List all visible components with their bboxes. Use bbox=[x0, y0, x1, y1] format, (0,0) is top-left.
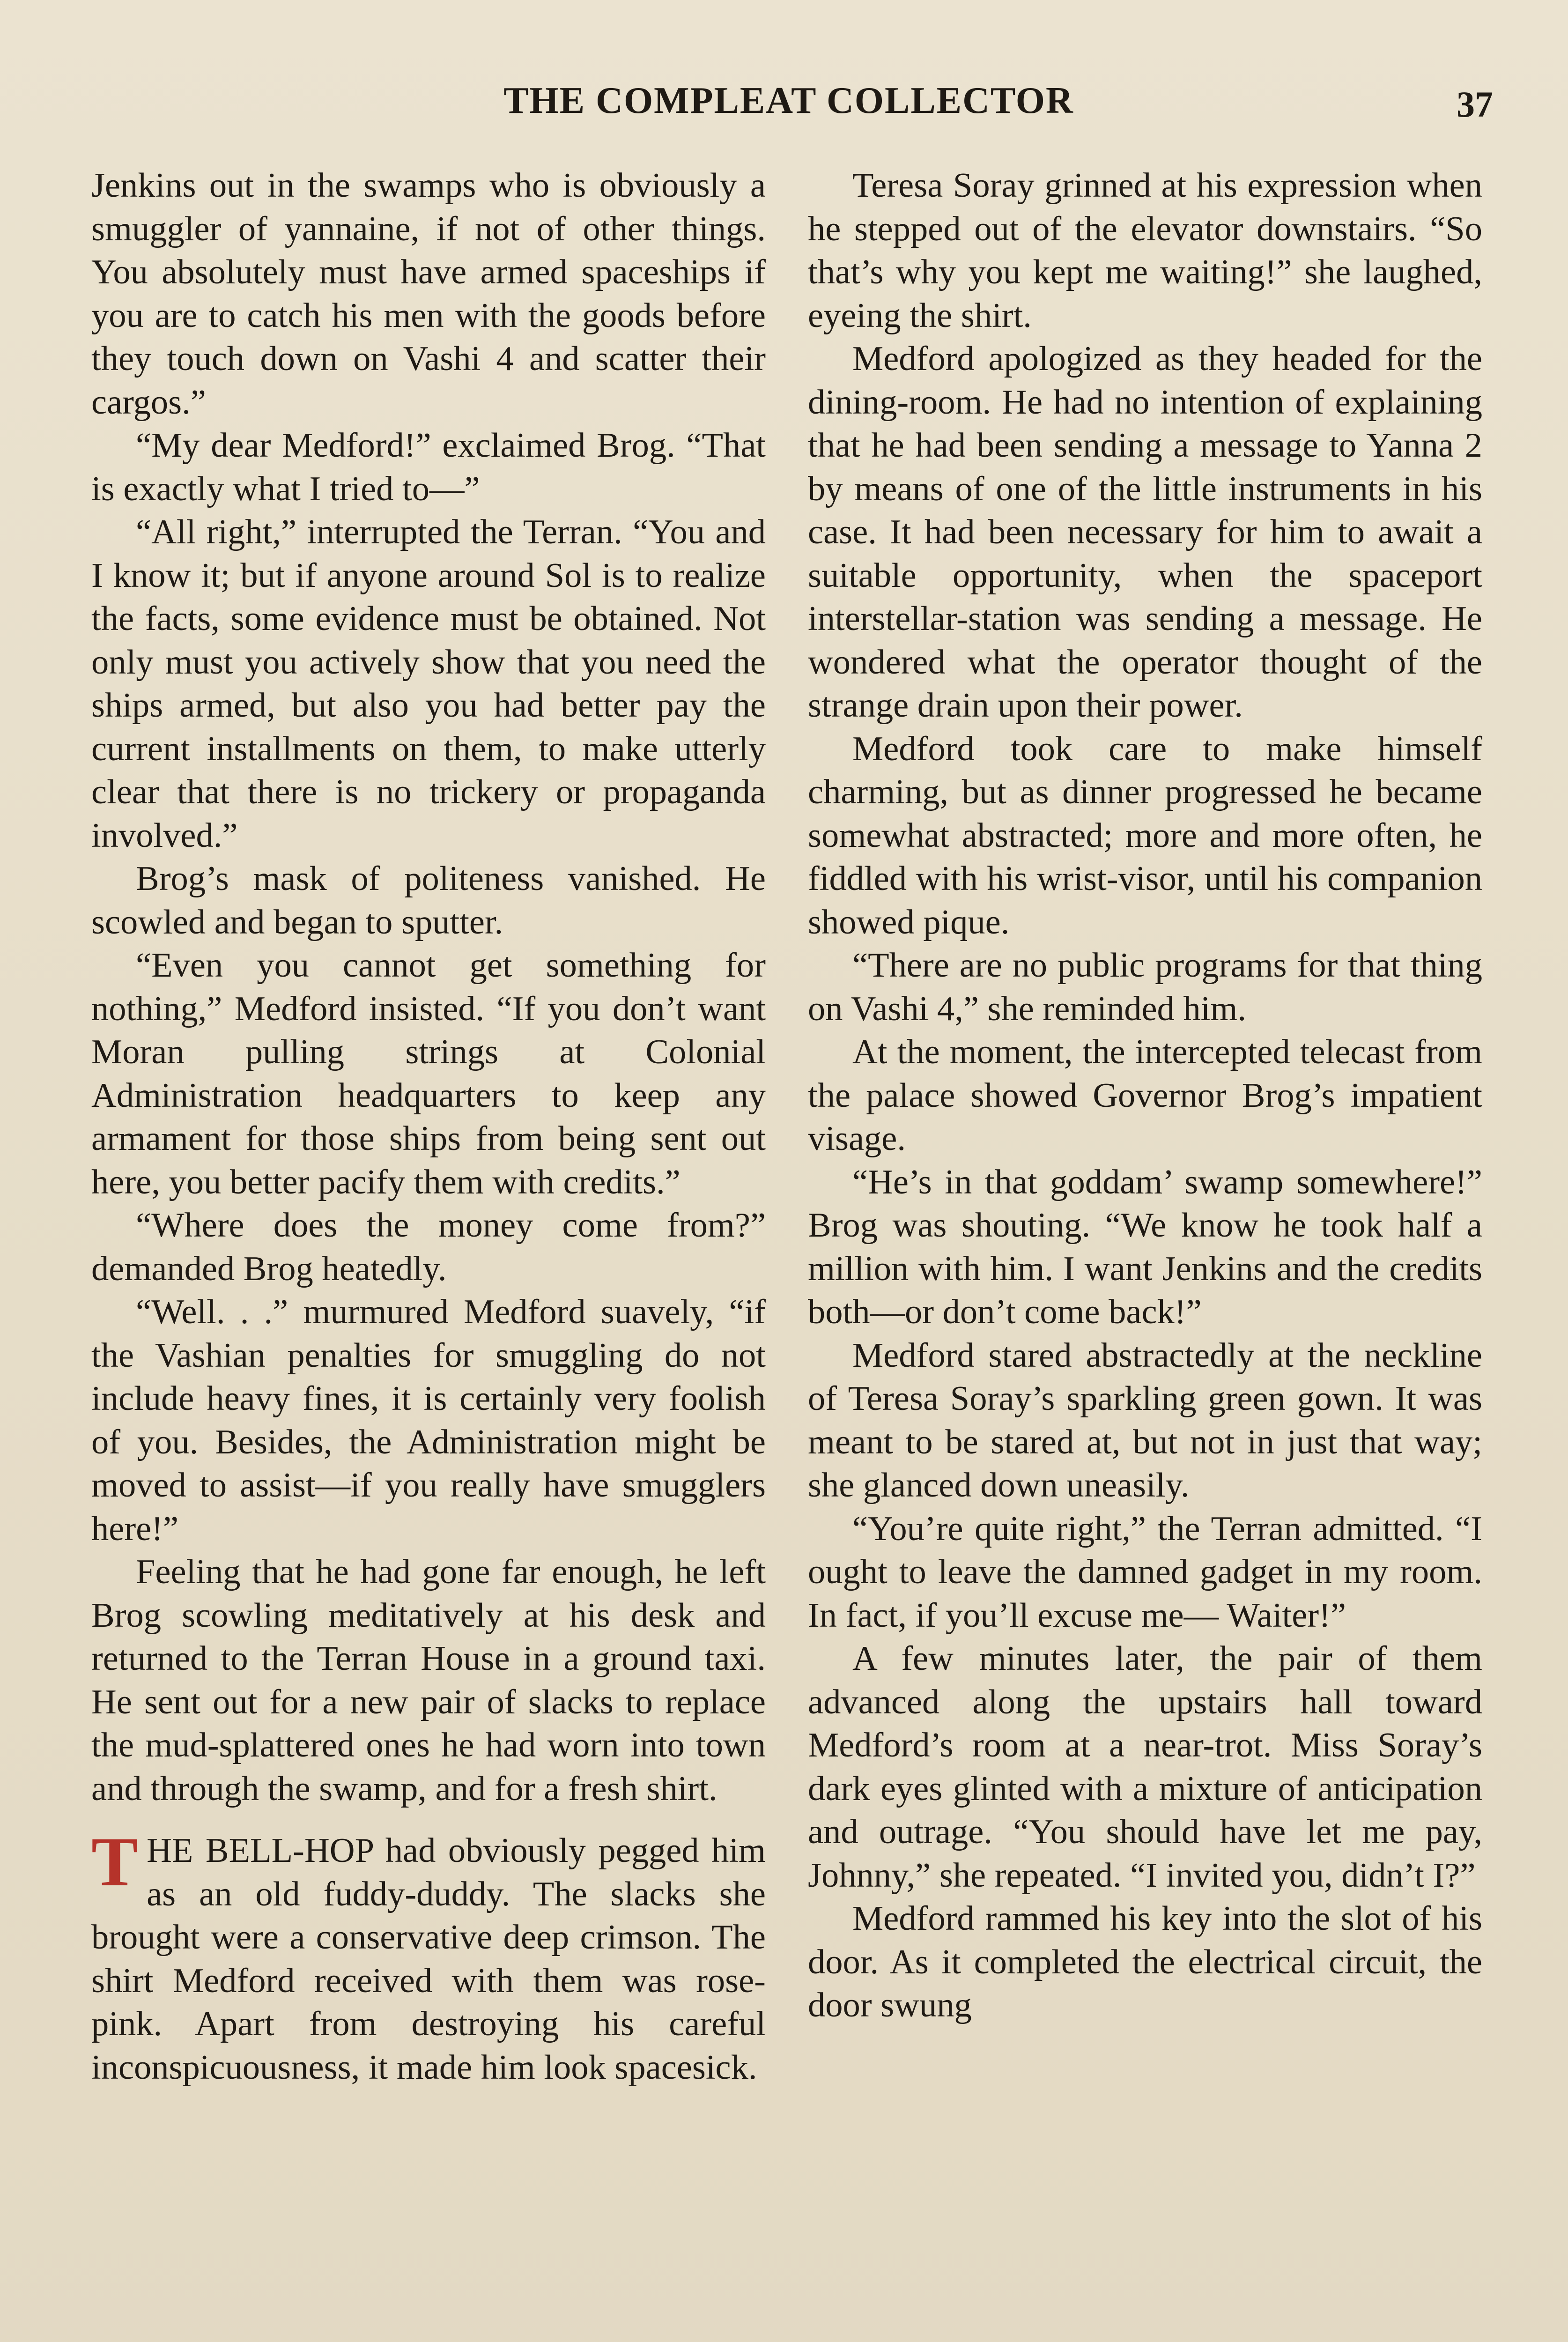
paragraph: “Even you cannot get something for nothing,” Medford insisted. “If you don’t want Moran pulling strings at Colonial Administration headquarters to keep any armament for those ships from being sent out here, you better pacify them with credits.” bbox=[91, 946, 766, 1201]
paragraph: Medford stared abstractedly at the neckline of Teresa Soray’s sparkling green gown. It was meant to be stared at, but not in just that way; she glanced down uneasily. bbox=[808, 1336, 1482, 1505]
paragraph: Teresa Soray grinned at his expression when he stepped out of the elevator downstairs. “So that’s why you kept me waiting!” she laughed, eyeing the shirt. bbox=[808, 166, 1482, 335]
paragraph: Jenkins out in the swamps who is obviously a smuggler of yannaine, if not of other things. You absolutely must have armed spaceships if you are to catch his men with the goods before they touch down on Vashi 4 and scatter their cargos.” bbox=[91, 166, 766, 422]
paragraph: Medford took care to make himself charming, but as dinner progressed he became somewhat abstracted; more and more often, he fiddled with his wrist-visor, until his companion showed pique. bbox=[808, 729, 1482, 941]
paragraph: “You’re quite right,” the Terran admitted. “I ought to leave the damned gadget in my room. In fact, if you’ll excuse me— Waiter!” bbox=[808, 1509, 1482, 1635]
page-number: 37 bbox=[1457, 84, 1493, 125]
paragraph: A few minutes later, the pair of them advanced along the upstairs hall toward Medford’s room at a near-trot. Miss Soray’s dark eyes glinted with a mixture of anticipation and outrage. “You should have let me pay, Johnny,” she repeated. “I invited you, didn’t I?” bbox=[808, 1639, 1482, 1895]
paragraph: At the moment, the intercepted telecast from the palace showed Governor Brog’s impatient visage. bbox=[808, 1033, 1482, 1158]
running-title: THE COMPLEAT COLLECTOR bbox=[503, 80, 1074, 121]
paragraph: Medford apologized as they headed for the dining-room. He had no intention of explaining that he had been sending a message to Yanna 2 by means of one of the little instruments in his case. It had been necessary for him to await a suitable opportunity, when the spaceport interstellar-station was sending a message. He wondered what the operator thought of the strange drain upon their power. bbox=[808, 340, 1482, 725]
paragraph: “He’s in that goddam’ swamp somewhere!” Brog was shouting. “We know he took half a million with him. I want Jenkins and the credits both—or don’t come back!” bbox=[808, 1163, 1482, 1331]
paragraph: “Where does the money come from?” demanded Brog heatedly. bbox=[91, 1206, 766, 1288]
section-break-paragraph bbox=[91, 1823, 766, 2089]
right-column bbox=[808, 164, 1482, 2342]
paragraph: “Well. . .” murmured Medford suavely, “if the Vashian penalties for smuggling do not include heavy fines, it is certainly very foolish of you. Besides, the Administration might be moved to assist—if you really have smugglers here!” bbox=[91, 1293, 766, 1548]
drop-cap: T bbox=[91, 1823, 139, 1901]
section-text: had obviously pegged him as an old fuddy-duddy. The slacks she brought were a conservative deep crimson. The shirt Medford received with them was rose-pink. Apart from destroying his careful inconspicuousness, it made him look spacesick. bbox=[91, 1831, 766, 2087]
paragraph: Feeling that he had gone far enough, he left Brog scowling meditatively at his desk and returned to the Terran House in a ground taxi. He sent out for a new pair of slacks to replace the mud-splattered ones he had worn into town and through the swamp, and for a fresh shirt. bbox=[91, 1553, 766, 1808]
paragraph: “All right,” interrupted the Terran. “You and I know it; but if anyone around Sol is to realize the facts, some evidence must be obtained. Not only must you actively show that you need the ships armed, but also you had better pay the current installments on them, to make utterly clear that there is no trickery or propaganda involved.” bbox=[91, 513, 766, 855]
paragraph: Medford rammed his key into the slot of his door. As it completed the electrical circuit, the door swung bbox=[808, 1899, 1482, 2024]
paragraph: “There are no public programs for that thing on Vashi 4,” she reminded him. bbox=[808, 946, 1482, 1028]
lead-caps: HE BELL-HOP bbox=[147, 1831, 373, 1870]
paragraph: Brog’s mask of politeness vanished. He scowled and began to sputter. bbox=[91, 860, 766, 941]
left-column bbox=[91, 164, 766, 2342]
page-header bbox=[84, 70, 1493, 126]
paragraph: “My dear Medford!” exclaimed Brog. “That is exactly what I tried to—” bbox=[91, 426, 766, 508]
